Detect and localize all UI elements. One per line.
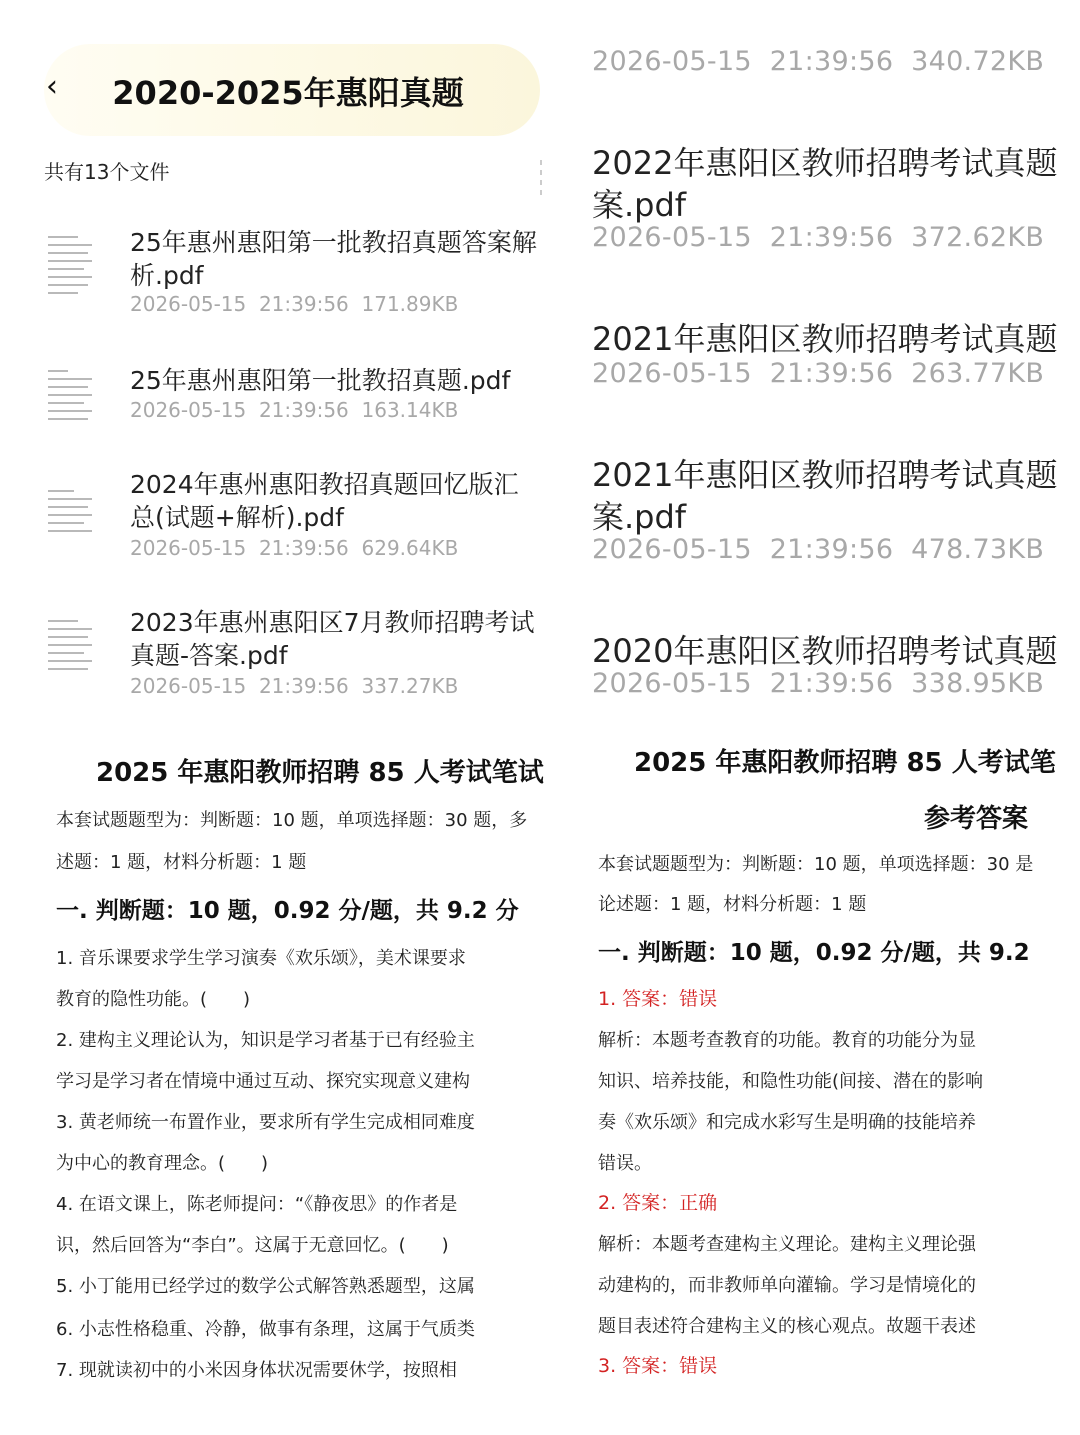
answer-intro-line: 论述题：1 题，材料分析题：1 题 [598, 894, 867, 915]
exam-paper-page [0, 718, 548, 1435]
file-size: 372.62KB [911, 222, 1045, 253]
file-name-line2: 案.pdf [592, 186, 687, 224]
question-line: 3. 黄老师统一布置作业，要求所有学生完成相同难度 [56, 1112, 475, 1133]
file-date: 2026-05-15 [130, 398, 247, 422]
file-meta [130, 398, 458, 422]
exam-intro-line: 述题：1 题，材料分析题：1 题 [56, 852, 307, 873]
section-heading: 一. 判断题：10 题，0.92 分/题，共 9.2 分 [56, 898, 519, 924]
pdf-thumbnail-icon [44, 486, 96, 554]
file-meta [592, 46, 1044, 77]
file-time: 21:39:56 [258, 674, 349, 698]
question-line: 2. 建构主义理论认为，知识是学习者基于已有经验主 [56, 1030, 475, 1051]
file-item[interactable] [44, 468, 544, 568]
answer-explanation-line: 解析：本题考查建构主义理论。建构主义理论强 [598, 1234, 976, 1255]
file-meta [592, 668, 1044, 699]
file-size: 340.72KB [911, 46, 1045, 77]
file-time: 21:39:56 [258, 292, 349, 316]
pdf-thumbnail-icon [44, 230, 96, 298]
file-time: 21:39:56 [769, 534, 894, 565]
file-date: 2026-05-15 [592, 668, 752, 699]
file-size: 337.27KB [361, 674, 459, 698]
file-name: 25年惠州惠阳第一批教招真题答案解析.pdf [130, 228, 537, 290]
question-line: 识，然后回答为“李白”。这属于无意回忆。( ) [56, 1235, 449, 1256]
answer-title: 2025 年惠阳教师招聘 85 人考试笔 [634, 748, 1056, 778]
answer-label: 3. 答案：错误 [598, 1355, 718, 1377]
file-date: 2026-05-15 [592, 534, 752, 565]
file-time: 21:39:56 [258, 536, 349, 560]
answer-label: 1. 答案：错误 [598, 988, 718, 1010]
question-line: 6. 小志性格稳重、冷静，做事有条理，这属于气质类 [56, 1319, 475, 1340]
file-meta [130, 292, 458, 316]
file-date: 2026-05-15 [130, 292, 247, 316]
question-line: 5. 小丁能用已经学过的数学公式解答熟悉题型，这属 [56, 1276, 475, 1297]
pdf-thumbnail-icon [44, 368, 96, 436]
file-date: 2026-05-15 [130, 674, 247, 698]
question-line: 7. 现就读初中的小米因身体状况需要休学，按照相 [56, 1360, 457, 1381]
file-name: 2020年惠阳区教师招聘考试真题 [592, 632, 1058, 670]
page-title: 2020-2025年惠阳真题 [112, 74, 464, 112]
exam-intro-line: 本套试题题型为：判断题：10 题，单项选择题：30 题，多 [56, 810, 528, 831]
file-name: 2024年惠州惠阳教招真题回忆版汇总(试题+解析).pdf [130, 470, 519, 532]
file-size: 263.77KB [911, 358, 1045, 389]
file-name: 2022年惠阳区教师招聘考试真题 [592, 144, 1058, 182]
file-meta [592, 534, 1044, 565]
file-name-line2: 案.pdf [592, 498, 687, 536]
scroll-indicator [540, 160, 542, 200]
file-name: 2021年惠阳区教师招聘考试真题 [592, 456, 1058, 494]
file-size: 171.89KB [361, 292, 459, 316]
question-line: 1. 音乐课要求学生学习演奏《欢乐颂》，美术课要求 [56, 948, 466, 969]
exam-title: 2025 年惠阳教师招聘 85 人考试笔试 [96, 758, 544, 788]
file-size: 338.95KB [911, 668, 1045, 699]
file-meta [592, 222, 1044, 253]
back-arrow-icon[interactable]: ‹ [46, 69, 58, 104]
file-list-continued-panel [548, 0, 1080, 718]
file-date: 2026-05-15 [130, 536, 247, 560]
answer-explanation-line: 题目表述符合建构主义的核心观点。故题干表述 [598, 1316, 976, 1337]
file-count-label: 共有13个文件 [44, 160, 170, 184]
file-name: 2021年惠阳区教师招聘考试真题 [592, 320, 1058, 358]
answer-explanation-line: 知识、培养技能，和隐性功能(间接、潜在的影响 [598, 1071, 984, 1092]
file-list-panel [0, 0, 548, 718]
file-meta [130, 674, 458, 698]
answer-label: 2. 答案：正确 [598, 1192, 718, 1214]
file-name: 2023年惠州惠阳区7月教师招聘考试真题-答案.pdf [130, 608, 535, 670]
question-line: 学习是学习者在情境中通过互动、探究实现意义建构 [56, 1071, 470, 1092]
file-meta [592, 358, 1044, 389]
file-item[interactable] [44, 364, 544, 434]
answer-key-page [548, 718, 1080, 1435]
file-name: 25年惠州惠阳第一批教招真题.pdf [130, 366, 511, 395]
answer-subtitle: 参考答案 [924, 804, 1029, 834]
file-date: 2026-05-15 [592, 358, 752, 389]
file-time: 21:39:56 [769, 46, 894, 77]
file-date: 2026-05-15 [592, 222, 752, 253]
file-size: 478.73KB [911, 534, 1045, 565]
file-meta [130, 536, 458, 560]
file-size: 163.14KB [361, 398, 459, 422]
question-line: 4. 在语文课上，陈老师提问：“《静夜思》的作者是 [56, 1194, 458, 1215]
file-date: 2026-05-15 [592, 46, 752, 77]
answer-intro-line: 本套试题题型为：判断题：10 题，单项选择题：30 是 [598, 854, 1034, 875]
file-time: 21:39:56 [769, 358, 894, 389]
file-item[interactable] [44, 226, 544, 326]
answer-explanation-line: 错误。 [598, 1153, 652, 1174]
file-size: 629.64KB [361, 536, 459, 560]
file-time: 21:39:56 [258, 398, 349, 422]
file-time: 21:39:56 [769, 222, 894, 253]
file-item[interactable] [44, 606, 544, 706]
section-heading: 一. 判断题：10 题，0.92 分/题，共 9.2 [598, 940, 1030, 966]
answer-explanation-line: 解析：本题考查教育的功能。教育的功能分为显 [598, 1030, 976, 1051]
answer-explanation-line: 奏《欢乐颂》和完成水彩写生是明确的技能培养 [598, 1112, 976, 1133]
file-time: 21:39:56 [769, 668, 894, 699]
question-line: 为中心的教育理念。( ) [56, 1153, 269, 1174]
answer-explanation-line: 动建构的，而非教师单向灌输。学习是情境化的 [598, 1275, 976, 1296]
pdf-thumbnail-icon [44, 616, 96, 684]
question-line: 教育的隐性功能。( ) [56, 989, 251, 1010]
